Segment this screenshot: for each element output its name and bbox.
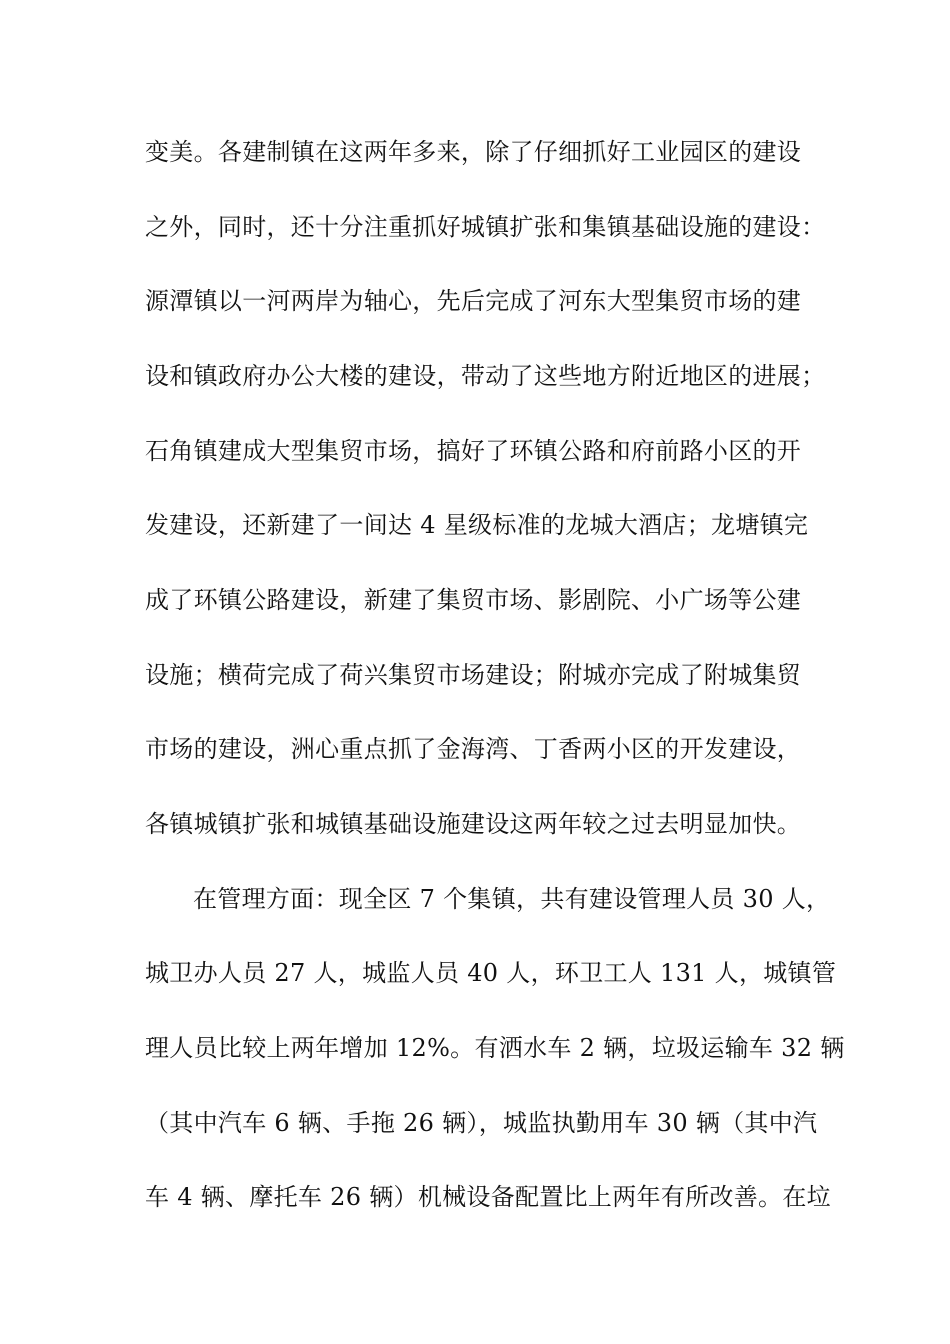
text-line: 源潭镇以一河两岸为轴心，先后完成了河东大型集贸市场的建 [145, 287, 802, 315]
text-line: 设和镇政府办公大楼的建设，带动了这些地方附近地区的进展； [145, 362, 826, 390]
text-line: （其中汽车 6 辆、手拖 26 辆），城监执勤用车 30 辆（其中汽 [145, 1109, 818, 1137]
text-line: 理人员比较上两年增加 12%。有洒水车 2 辆，垃圾运输车 32 辆 [145, 1034, 845, 1062]
text-line: 市场的建设，洲心重点抓了金海湾、丁香两小区的开发建设， [145, 735, 802, 763]
text-line: 发建设，还新建了一间达 4 星级标准的龙城大酒店；龙塘镇完 [145, 511, 809, 539]
text-line: 在管理方面：现全区 7 个集镇，共有建设管理人员 30 人， [193, 885, 831, 913]
text-line: 石角镇建成大型集贸市场，搞好了环镇公路和府前路小区的开 [145, 437, 802, 465]
text-line: 各镇城镇扩张和城镇基础设施建设这两年较之过去明显加快。 [145, 810, 802, 838]
text-line: 车 4 辆、摩托车 26 辆）机械设备配置比上两年有所改善。在垃 [145, 1183, 831, 1211]
text-line: 城卫办人员 27 人，城监人员 40 人，环卫工人 131 人，城镇管 [145, 959, 837, 987]
text-line: 设施；横荷完成了荷兴集贸市场建设；附城亦完成了附城集贸 [145, 661, 802, 689]
text-line: 成了环镇公路建设，新建了集贸市场、影剧院、小广场等公建 [145, 586, 802, 614]
text-line: 之外，同时，还十分注重抓好城镇扩张和集镇基础设施的建设： [145, 213, 826, 241]
text-line: 变美。各建制镇在这两年多来，除了仔细抓好工业园区的建设 [145, 138, 802, 166]
